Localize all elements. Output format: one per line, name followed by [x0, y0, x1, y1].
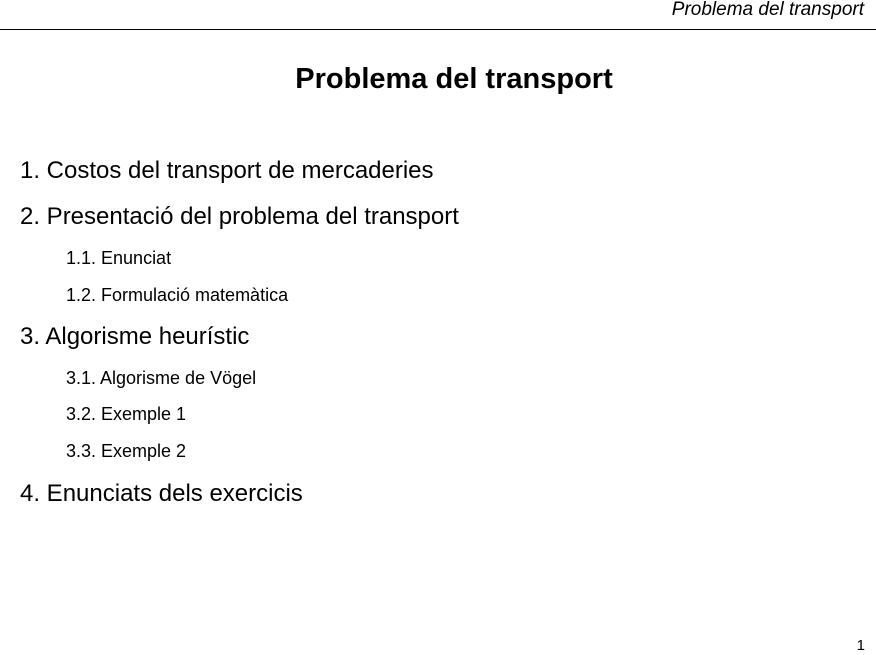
toc-subitem-3-2: 3.2. Exemple 1	[66, 404, 187, 424]
toc-item-1: 1. Costos del transport de mercaderies	[20, 157, 434, 184]
slide-title: Problema del transport	[295, 63, 613, 95]
running-header-title: Problema del transport	[671, 0, 864, 20]
toc-subitem-2-2: 1.2. Formulació matemàtica	[66, 285, 289, 305]
toc-subitem-3-3: 3.3. Exemple 2	[66, 441, 187, 461]
page-number: 1	[856, 637, 865, 654]
toc-subitem-3-1: 3.1. Algorisme de Vögel	[66, 368, 257, 388]
toc-item-3: 3. Algorisme heurístic	[20, 323, 250, 350]
toc-item-2: 2. Presentació del problema del transport	[20, 203, 459, 230]
toc-item-4: 4. Enunciats dels exercicis	[20, 480, 303, 507]
toc-subitem-2-1: 1.1. Enunciat	[66, 248, 172, 268]
